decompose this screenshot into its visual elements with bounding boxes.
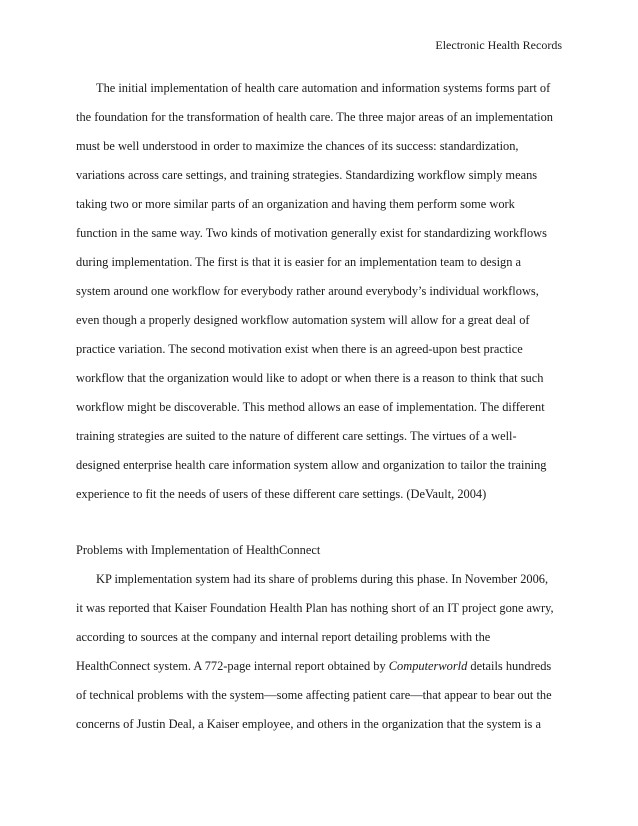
paragraph-line: even though a properly designed workflow automation system will allow for a great deal of [76,313,530,327]
publication-title: Computerworld [388,659,468,673]
paragraph-line [76,658,551,674]
paragraph-line: according to sources at the company and internal report detailing problems with the [76,630,491,644]
paragraph-line: taking two or more similar parts of an organization and having them perform some work [76,197,515,211]
paragraph-line: system around one workflow for everybody rather around everybody’s individual workflows, [76,284,539,298]
paragraph-line: practice variation. The second motivation exist when there is an agreed-upon best practice [76,342,523,356]
paragraph-line: during implementation. The first is that it is easier for an implementation team to design a [76,255,522,269]
paragraph-line: workflow might be discoverable. This method allows an ease of implementation. The different [76,400,545,414]
paragraph-line: variations across care settings, and training strategies. Standardizing workflow simply means [76,168,538,182]
paragraph-line: must be well understood in order to maximize the chances of its success: standardization, [76,139,519,153]
paragraph-line: the foundation for the transformation of health care. The three major areas of an implementation [76,110,553,124]
paragraph-line: workflow that the organization would like to adopt or when there is a reason to think that such [76,371,544,385]
paragraph-line: designed enterprise health care information system allow and organization to tailor the training [76,458,547,472]
paragraph-line: concerns of Justin Deal, a Kaiser employee, and others in the organization that the system is a [76,717,541,731]
paragraph-line: experience to fit the needs of users of these different care settings. (DeVault, 2004) [76,487,487,501]
running-head: Electronic Health Records [435,38,562,52]
paragraph-line: The initial implementation of health care automation and information systems forms part of [96,81,551,95]
line-text: details hundreds [467,659,552,673]
paragraph-line: training strategies are suited to the nature of different care settings. The virtues of a well- [76,429,517,443]
line-text: HealthConnect system. A 772-page internal report obtained by [76,659,389,673]
paragraph-line: KP implementation system had its share of problems during this phase. In November 2006, [96,572,549,586]
paragraph-line: of technical problems with the system—some affecting patient care—that appear to bear out the [76,688,552,702]
paragraph-line: function in the same way. Two kinds of motivation generally exist for standardizing workflows [76,226,547,240]
section-heading: Problems with Implementation of HealthConnect [76,543,321,557]
paragraph-line: it was reported that Kaiser Foundation Health Plan has nothing short of an IT project gone awry, [76,601,554,615]
